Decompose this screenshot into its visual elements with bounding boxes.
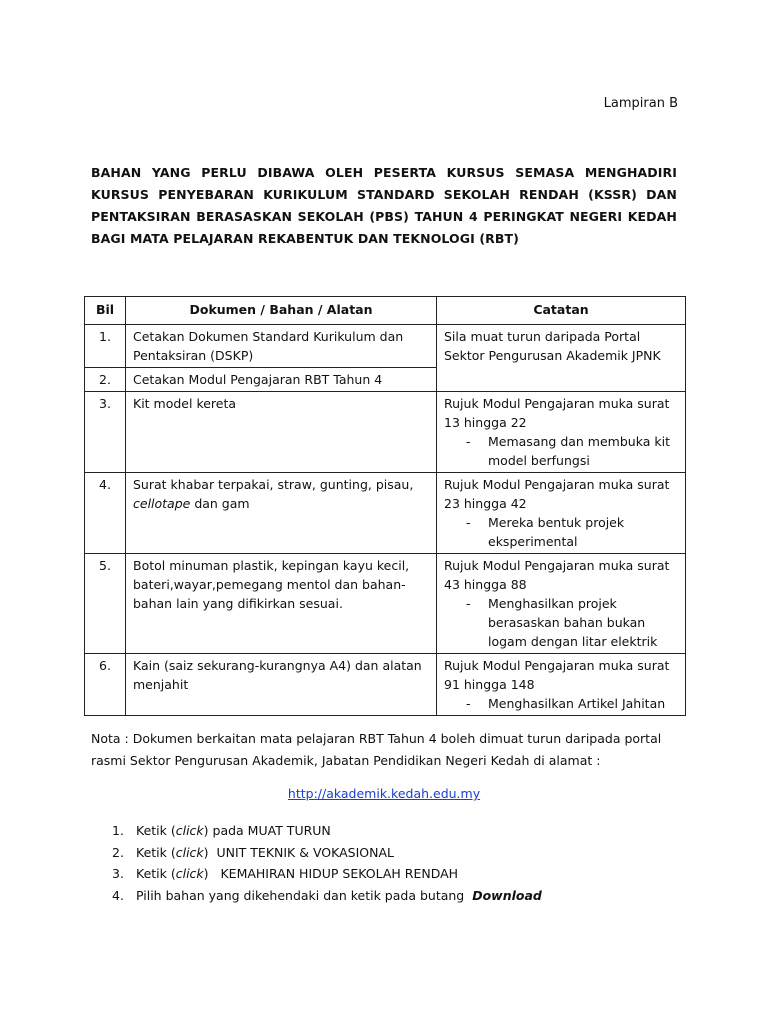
step-text-italic: click xyxy=(175,844,204,860)
step-text xyxy=(136,863,458,885)
dash-bullet: - xyxy=(466,596,471,611)
row-number: 5. xyxy=(85,554,126,654)
row-item-text-end: dan gam xyxy=(190,496,250,511)
row-item: Cetakan Dokumen Standard Kurikulum dan Pentaksiran (DSKP) xyxy=(126,325,437,368)
row-item: Botol minuman plastik, kepingan kayu kecil, bateri,wayar,pemegang mentol dan bahan-bahan lain yang difikirkan sesuai. xyxy=(126,554,437,654)
row-note-subitem xyxy=(444,513,678,551)
row-note-subitem xyxy=(444,432,678,470)
step-text-post: ) UNIT TEKNIK & VOKASIONAL xyxy=(203,844,394,860)
step-text-italic: click xyxy=(175,866,204,881)
row-item xyxy=(126,473,437,554)
appendix-label: Lampiran B xyxy=(603,96,678,111)
row-note xyxy=(437,473,686,554)
list-item xyxy=(112,863,542,885)
dash-bullet: - xyxy=(466,434,471,449)
row-note-text: Rujuk Modul Pengajaran muka surat 91 hingga 148 xyxy=(444,658,670,692)
row-item: Cetakan Modul Pengajaran RBT Tahun 4 xyxy=(126,368,437,392)
row-number: 4. xyxy=(85,473,126,554)
dash-bullet: - xyxy=(466,515,471,530)
dash-bullet: - xyxy=(466,696,471,711)
step-number: 4. xyxy=(112,887,124,903)
list-item xyxy=(112,885,542,907)
step-text xyxy=(136,820,331,842)
row-note xyxy=(437,554,686,654)
row-note-subitem xyxy=(444,594,678,651)
step-number: 1. xyxy=(112,823,124,838)
row-note xyxy=(437,654,686,716)
step-number: 2. xyxy=(112,844,124,860)
subitem-text: Menghasilkan projek berasaskan bahan bukan logam dengan litar elektrik xyxy=(488,596,658,649)
row-note-subitem xyxy=(444,694,678,713)
row-note: Sila muat turun daripada Portal Sektor Pengurusan Akademik JPNK xyxy=(437,325,686,392)
row-note-text: Rujuk Modul Pengajaran muka surat 43 hingga 88 xyxy=(444,558,670,592)
step-text-italic: click xyxy=(175,823,204,838)
note-paragraph: Nota : Dokumen berkaitan mata pelajaran RBT Tahun 4 boleh dimuat turun daripada portal rasmi Sektor Pengurusan Akademik, Jabatan Pendidikan Negeri Kedah di alamat : xyxy=(91,731,662,768)
row-note xyxy=(437,392,686,473)
subitem-text: Menghasilkan Artikel Jahitan xyxy=(488,696,666,711)
row-note-text: Rujuk Modul Pengajaran muka surat 13 hingga 22 xyxy=(444,396,670,430)
row-number: 6. xyxy=(85,654,126,716)
header-bil: Bil xyxy=(85,297,126,325)
steps-list xyxy=(112,820,542,906)
portal-link-container xyxy=(0,786,768,801)
row-item-text: Surat khabar terpakai, straw, gunting, pisau, xyxy=(133,477,414,492)
step-text xyxy=(136,842,394,864)
table-row xyxy=(85,392,686,473)
table-row xyxy=(85,654,686,716)
subitem-text: Memasang dan membuka kit model berfungsi xyxy=(488,434,670,468)
list-item xyxy=(112,820,542,842)
portal-link[interactable]: http://akademik.kedah.edu.my xyxy=(287,786,481,801)
row-number: 1. xyxy=(85,325,126,368)
row-item-italic: cellotape xyxy=(133,496,191,511)
document-title: BAHAN YANG PERLU DIBAWA OLEH PESERTA KURSUS SEMASA MENGHADIRI KURSUS PENYEBARAN KURIKULUM STANDARD SEKOLAH RENDAH (KSSR) DAN PENTAKSIRAN BERASASKAN SEKOLAH (PBS) TAHUN 4 PERINGKAT NEGERI KEDAH BAGI MATA PELAJARAN REKABENTUK DAN TEKNOLOGI (RBT) xyxy=(91,165,677,246)
header-catatan: Catatan xyxy=(437,297,686,325)
table-row xyxy=(85,473,686,554)
row-note-text: Rujuk Modul Pengajaran muka surat 23 hingga 42 xyxy=(444,477,670,511)
list-item xyxy=(112,842,542,864)
step-number: 3. xyxy=(112,866,124,881)
row-number: 3. xyxy=(85,392,126,473)
step-text-pre: Pilih bahan yang dikehendaki dan ketik pada butang xyxy=(136,887,473,903)
row-number: 2. xyxy=(85,368,126,392)
step-text-pre: Ketik ( xyxy=(136,866,176,881)
table-row xyxy=(85,325,686,368)
step-text-post: ) KEMAHIRAN HIDUP SEKOLAH RENDAH xyxy=(203,866,459,881)
table-header-row xyxy=(85,297,686,325)
row-item: Kain (saiz sekurang-kurangnya A4) dan alatan menjahit xyxy=(126,654,437,716)
step-text xyxy=(136,885,542,907)
step-text-pre: Ketik ( xyxy=(136,844,176,860)
table-row xyxy=(85,554,686,654)
row-item: Kit model kereta xyxy=(126,392,437,473)
step-text-post: ) pada MUAT TURUN xyxy=(203,823,331,838)
subitem-text: Mereka bentuk projek eksperimental xyxy=(488,515,625,549)
step-text-pre: Ketik ( xyxy=(136,823,176,838)
header-dokumen: Dokumen / Bahan / Alatan xyxy=(126,297,437,325)
step-text-bold-italic: Download xyxy=(472,887,542,903)
materials-table xyxy=(84,296,686,716)
